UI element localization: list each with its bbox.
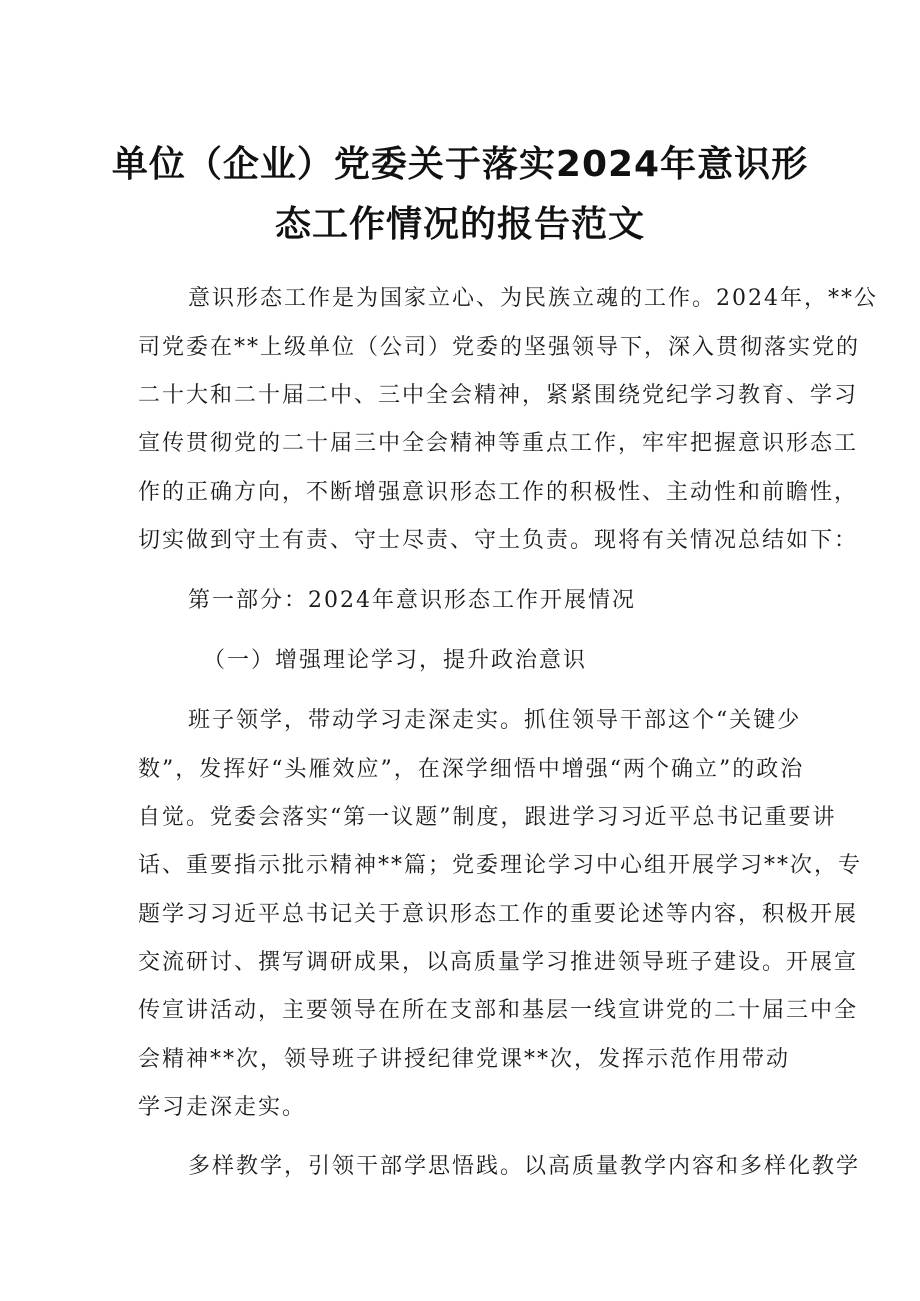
intro-line: 二十大和二十届二中、三中全会精神，紧紧围绕党纪学习教育、学习 — [138, 383, 859, 408]
paragraph-line: 传宣讲活动，主要领导在所在支部和基层一线宣讲党的二十届三中全 — [138, 998, 859, 1023]
paragraph-line: 数”，发挥好“头雁效应”，在深学细悟中增强“两个确立”的政治 — [138, 757, 805, 782]
paragraph-line: 话、重要指示批示精神**篇；党委理论学习中心组开展学习**次，专 — [138, 853, 863, 878]
document-title-line-1: 单位（企业）党委关于落实2024年意识形 — [111, 144, 809, 185]
paragraph-line: 多样教学，引领干部学思悟践。以高质量教学内容和多样化教学 — [188, 1154, 861, 1179]
document-title-line-2: 态工作情况的报告范文 — [274, 204, 645, 245]
intro-line: 切实做到守土有责、守士尽责、守土负责。现将有关情况总结如下： — [138, 528, 859, 553]
paragraph-line: 题学习习近平总书记关于意识形态工作的重要论述等内容，积极开展 — [138, 902, 859, 927]
paragraph-line: 班子领学，带动学习走深走实。抓住领导干部这个“关键少 — [188, 708, 802, 733]
intro-line: 宣传贯彻党的二十届三中全会精神等重点工作，牢牢把握意识形态工 — [138, 431, 859, 456]
paragraph-line: 会精神**次，领导班子讲授纪律党课**次，发挥示范作用带动 — [138, 1047, 791, 1072]
paragraph-line: 交流研讨、撰写调研成果，以高质量学习推进领导班子建设。开展宣 — [138, 950, 859, 975]
intro-line: 作的正确方向，不断增强意识形态工作的积极性、主动性和前瞻性， — [138, 480, 859, 505]
part-heading: 第一部分：2024年意识形态工作开展情况 — [188, 588, 636, 613]
intro-line: 司党委在**上级单位（公司）党委的坚强领导下，深入贯彻落实党的 — [138, 335, 861, 360]
section-heading: （一）增强理论学习，提升政治意识 — [203, 648, 588, 673]
intro-line: 意识形态工作是为国家立心、为民族立魂的工作。2024年，**公 — [188, 286, 878, 311]
paragraph-line: 学习走深走实。 — [138, 1095, 307, 1120]
paragraph-line: 自觉。党委会落实“第一议题”制度，跟进学习习近平总书记重要讲 — [138, 805, 837, 830]
